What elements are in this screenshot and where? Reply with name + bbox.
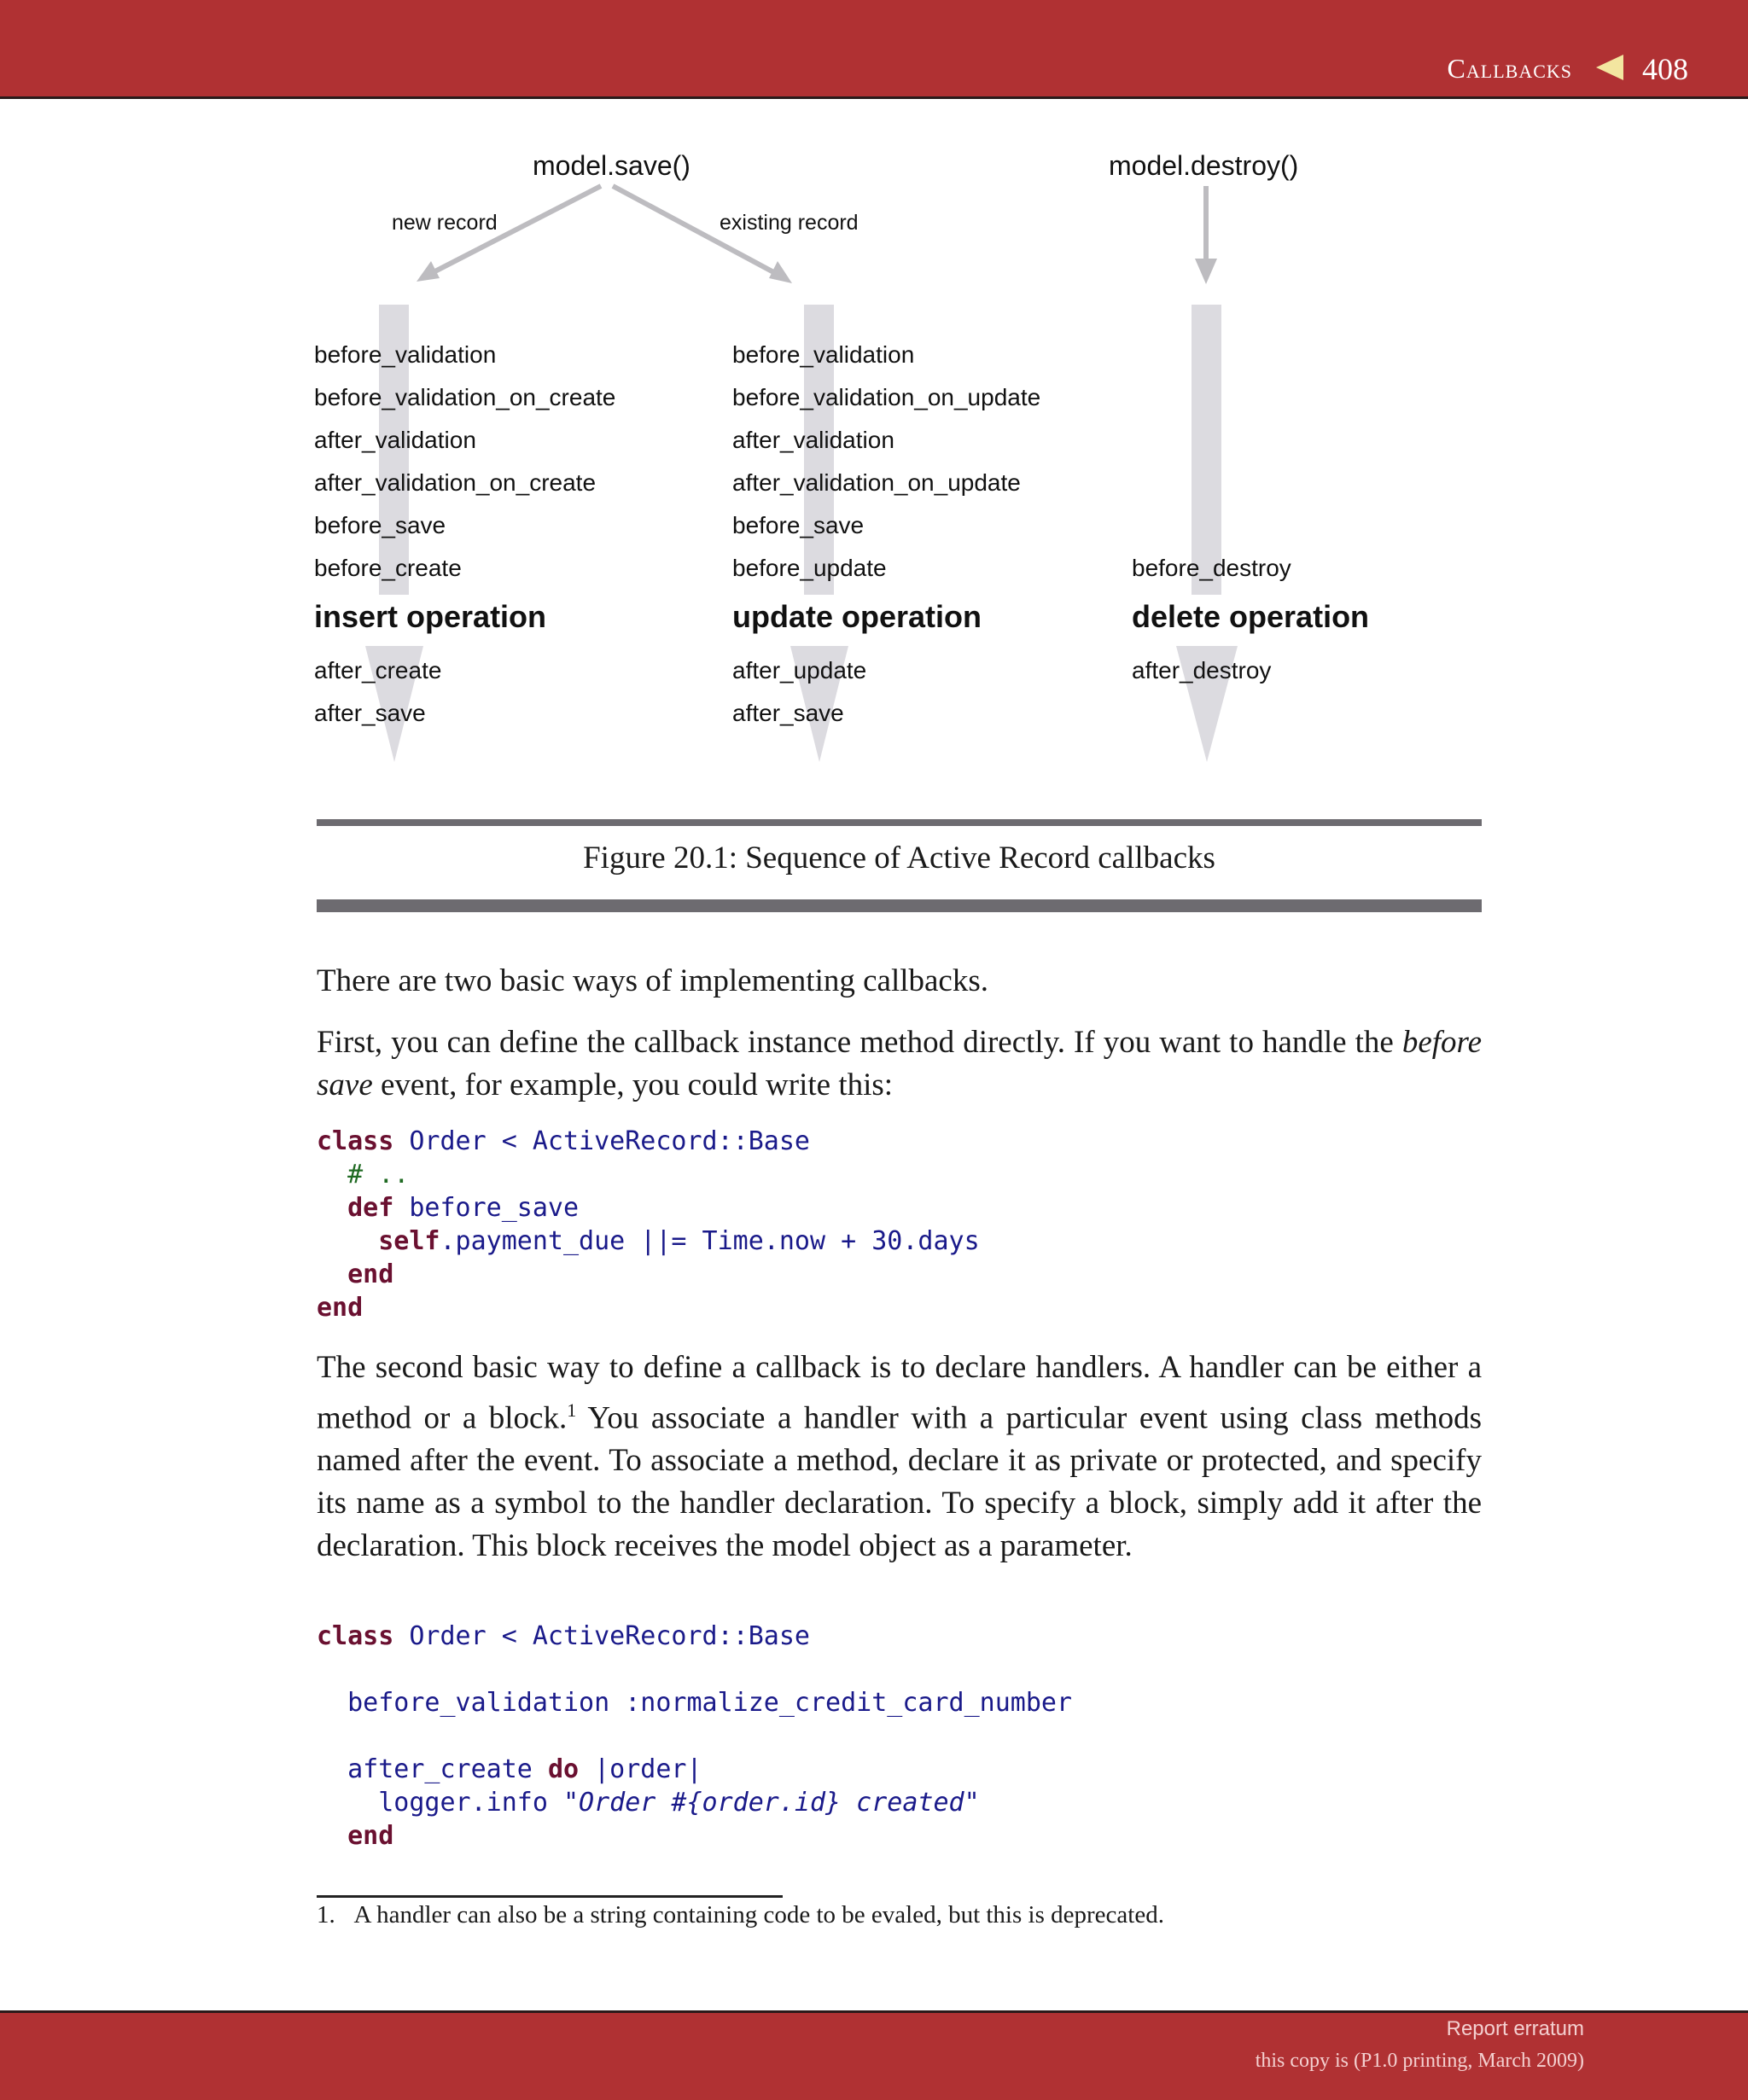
insert-callback: after_validation_on_create	[314, 469, 597, 496]
footnote-rule	[317, 1895, 783, 1898]
update-callback: after_update	[732, 657, 867, 684]
copy-info: this copy is (P1.0 printing, March 2009)	[1255, 2050, 1584, 2072]
model-destroy-label: model.destroy()	[1109, 150, 1299, 181]
paragraph-text: The second basic way to define a callback is to declare handlers. A handler can be either a method or a block.	[317, 1350, 1482, 1436]
section-title: Callbacks	[1447, 53, 1572, 84]
new-record-arrowhead	[417, 261, 440, 282]
update-callback: after_validation_on_update	[732, 469, 1021, 496]
code-keyword: end	[347, 1259, 394, 1289]
footnote-ref[interactable]: 1	[567, 1399, 577, 1421]
paragraph-text: event, for example, you could write this:	[372, 1067, 894, 1102]
code-text: logger.info	[378, 1788, 563, 1818]
code-text: .payment_due ||= Time.now + 30.days	[440, 1226, 980, 1256]
update-callback: before_save	[732, 512, 865, 538]
insert-callback: after_create	[314, 657, 442, 684]
update-callback: after_save	[732, 700, 844, 726]
existing-record-arrowhead	[769, 261, 792, 283]
footnote-text: A handler can also be a string containing code to be evaled, but this is deprecated.	[353, 1901, 1164, 1928]
figure-caption: Figure 20.1: Sequence of Active Record callbacks	[583, 841, 1215, 875]
paragraph	[317, 1021, 1482, 1107]
code-text: Order < ActiveRecord::Base	[393, 1126, 810, 1156]
update-callback: before_validation_on_update	[732, 384, 1041, 410]
code-keyword: end	[317, 1293, 364, 1323]
code-keyword: class	[317, 1621, 394, 1651]
code-comment: # ..	[347, 1160, 410, 1190]
insert-callback: before_validation_on_create	[314, 384, 616, 410]
new-record-label: new record	[392, 211, 498, 235]
code-string: "Order #{order.id} created"	[563, 1788, 980, 1818]
model-save-label: model.save()	[533, 150, 690, 181]
paragraph-text: First, you can define the callback instance method directly. If you want to handle the	[317, 1025, 1402, 1060]
update-callback: after_validation	[732, 427, 894, 453]
caption-top-rule	[317, 819, 1482, 826]
insert-operation-label: insert operation	[314, 599, 547, 634]
paragraph-text: You associate a handler with a particular event using class methods named after the event. To associate a method, declare it as private or protected, and specify its name as a symbol to the handler declaration. To specify a block, simply add it after the declaration. This block receives the model object as a parameter.	[317, 1400, 1482, 1564]
insert-callback: before_save	[314, 512, 446, 538]
code-text: before_validation :normalize_credit_card_number	[347, 1688, 1073, 1718]
code-text: before_save	[393, 1193, 580, 1223]
delete-flow-bar	[1192, 305, 1221, 595]
code-keyword: end	[347, 1821, 394, 1851]
delete-operation-label: delete operation	[1132, 599, 1370, 634]
paragraph: There are two basic ways of implementing callbacks.	[317, 963, 988, 998]
paragraph	[317, 1347, 1482, 1568]
code-text: Order < ActiveRecord::Base	[393, 1621, 810, 1651]
page-number: 408	[1642, 52, 1688, 86]
insert-callback: before_validation	[314, 341, 497, 368]
delete-callback: before_destroy	[1132, 555, 1291, 581]
code-text: |order|	[579, 1754, 702, 1784]
footnote	[317, 1901, 1164, 1929]
code-keyword: self	[378, 1226, 440, 1256]
insert-callback: after_save	[314, 700, 426, 726]
existing-record-label: existing record	[720, 211, 859, 235]
update-callback: before_validation	[732, 341, 915, 368]
caption-bottom-rule	[317, 899, 1482, 912]
delete-callback: after_destroy	[1132, 657, 1272, 684]
update-operation-label: update operation	[732, 599, 982, 634]
report-erratum-link[interactable]: Report erratum	[1446, 2017, 1584, 2040]
destroy-arrowhead	[1195, 259, 1217, 284]
emphasis-text: before save	[317, 1025, 1482, 1102]
insert-callback: before_create	[314, 555, 462, 581]
code-listing	[317, 1125, 980, 1324]
update-callback: before_update	[732, 555, 887, 581]
footnote-number: 1.	[317, 1901, 335, 1928]
code-keyword: def	[347, 1193, 394, 1223]
insert-callback: after_validation	[314, 427, 476, 453]
code-keyword: do	[547, 1754, 580, 1784]
code-text: after_create	[347, 1754, 533, 1784]
code-listing	[317, 1620, 1072, 1853]
code-keyword: class	[317, 1126, 394, 1156]
